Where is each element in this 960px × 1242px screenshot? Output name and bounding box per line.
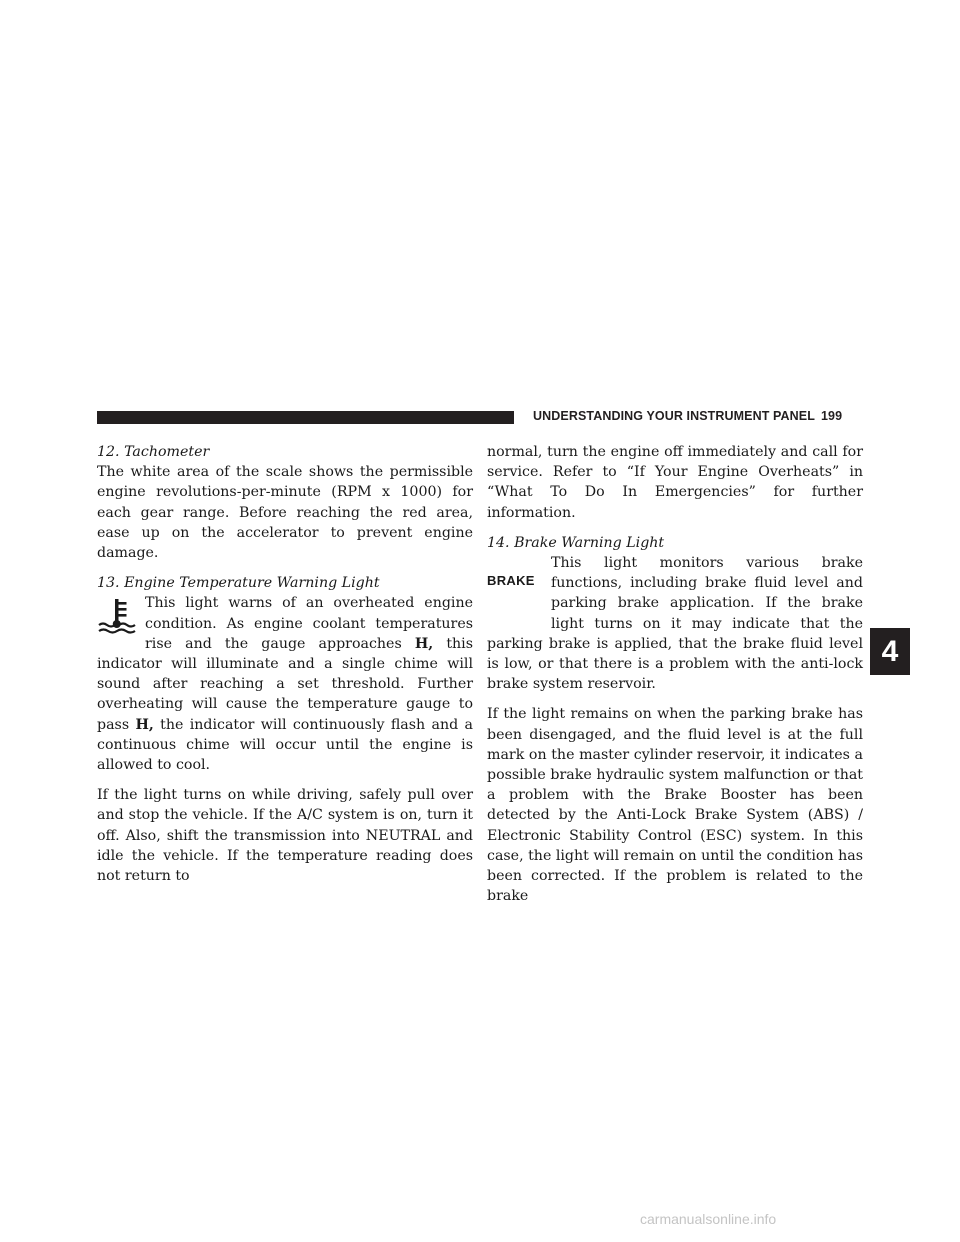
header-bar [97, 411, 514, 424]
engine-temp-text-1: This light warns of an overheated engine condition. As engine coolant temperatures rise and the gauge approaches [145, 595, 473, 652]
right-column [487, 442, 863, 906]
brake-text: This light monitors various brake functions, including brake fluid level and parking brake application. If the brake light turns on it may indicate that the parking brake is applied, that the brake fluid level is low, or that there is a problem with the anti-lock brake system reservoir. [487, 555, 863, 693]
page-number: 199 [820, 409, 843, 423]
brake-body [487, 553, 863, 694]
brake-paragraph-2: If the light remains on when the parking brake has been disengaged, and the fluid level is at the full mark on the master cylinder reservoir, it indicates a possible brake hydraulic system malfunction or that a problem with the Brake Booster has been detected by the Anti-Lock Brake System (ABS) / Electronic Stability Control (ESC) system. In this case, the light will remain on until the condition has been corrected. If the problem is related to the brake [487, 706, 863, 905]
watermark: carmanualsonline.info [640, 1211, 777, 1227]
section-title: UNDERSTANDING YOUR INSTRUMENT PANEL [533, 409, 815, 423]
brake-heading: 14. Brake Warning Light [487, 534, 665, 551]
engine-temp-body [97, 593, 473, 775]
engine-coolant-temperature-icon [97, 597, 137, 643]
engine-temp-paragraph-2: If the light turns on while driving, safely pull over and stop the vehicle. If the A/C system is on, turn it off. Also, shift the transmission into NEUTRAL and idle the vehicle. If the temperature reading does not return to [97, 787, 473, 885]
brake-icon-label: BRAKE [487, 573, 535, 589]
engine-temp-text-2: this indicator will illuminate and a single chime will sound after reaching a set threshold. Further overheating will cause the temperature gauge to pass [97, 635, 474, 733]
chapter-tab: 4 [870, 628, 910, 675]
left-column [97, 442, 473, 886]
brake-warning-icon [487, 557, 543, 617]
running-header [533, 409, 842, 423]
tachometer-heading: 12. Tachometer [97, 444, 210, 460]
engine-temp-text-3: the indicator will continuously flash and a continuous chime will occur until the engine is allowed to cool. [97, 716, 473, 774]
gauge-h-mark-2: H, [135, 716, 154, 733]
gauge-h-mark: H, [414, 635, 434, 652]
tachometer-body: The white area of the scale shows the permissible engine revolutions-per-minute (RPM x 1000) for each gear range. Before reaching the red area, ease up on the accelerator to prevent engine damage. [97, 464, 473, 562]
continuation-text: normal, turn the engine off immediately and call for service. Refer to “If Your Engine Overheats” in “What To Do In Emergencies” for further information. [487, 444, 863, 521]
engine-temp-heading: 13. Engine Temperature Warning Light [97, 575, 380, 592]
